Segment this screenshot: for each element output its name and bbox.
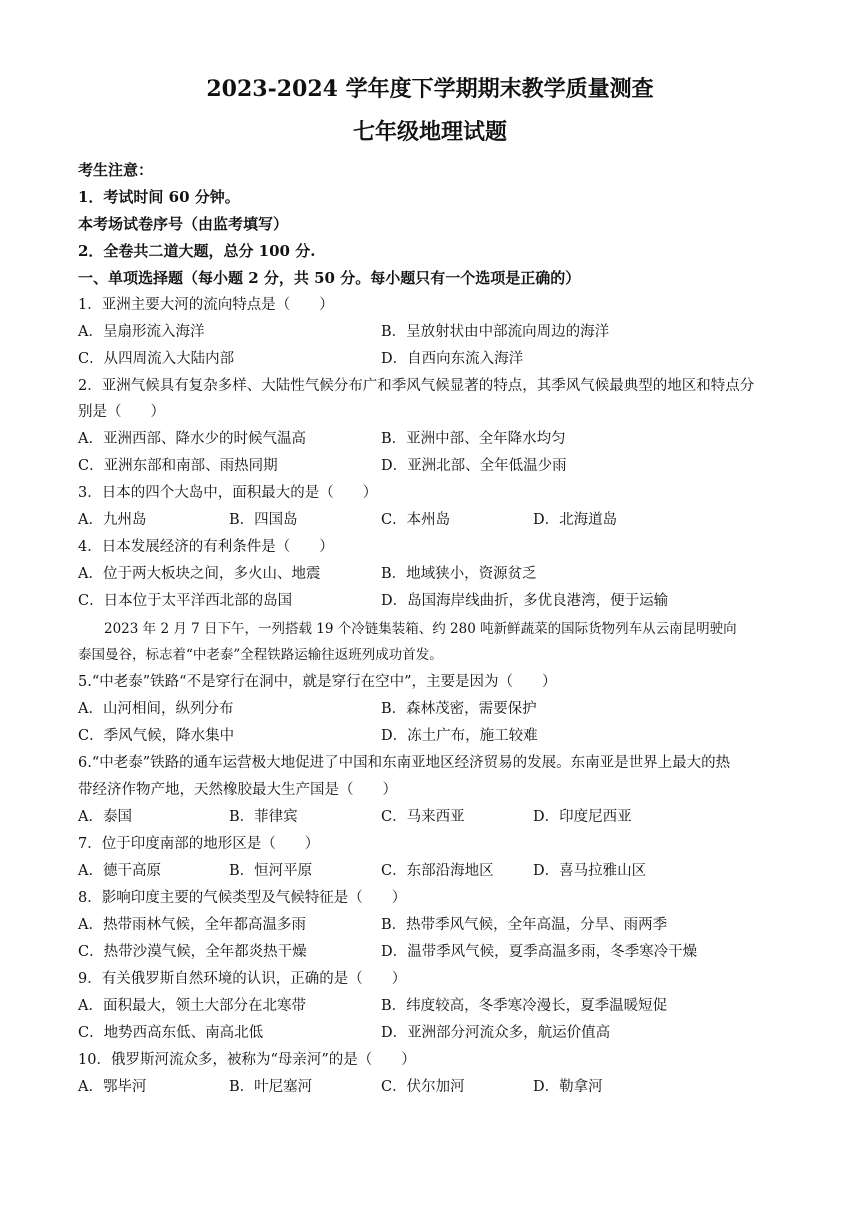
notice-heading: 考生注意： bbox=[78, 161, 154, 179]
option-a: A．热带雨林气候，全年都高温多雨 bbox=[78, 917, 306, 933]
option-b: B．菲律宾 bbox=[229, 809, 298, 825]
question-stem: 3．日本的四个大岛中，面积最大的是（ ） bbox=[78, 485, 378, 501]
option-d: D．勒拿河 bbox=[533, 1079, 603, 1095]
option-d: D．北海道岛 bbox=[533, 512, 618, 528]
question-stem-cont: 带经济作物产地，天然橡胶最大生产国是（ ） bbox=[78, 782, 397, 798]
section-heading: 一、单项选择题（每小题 2 分，共 50 分。每小题只有一个选项是正确的） bbox=[78, 269, 581, 287]
option-c: C．地势西高东低、南高北低 bbox=[78, 1025, 264, 1041]
question-stem: 2．亚洲气候具有复杂多样、大陆性气候分布广和季风气候显著的特点，其季风气候最典型的地区和特点分 bbox=[78, 378, 755, 394]
option-c: C．东部沿海地区 bbox=[381, 863, 494, 879]
reading-passage: 2023 年 2 月 7 日下午，一列搭载 19 个冷链集装箱、约 280 吨新鲜蔬菜的国际货物列车从云南昆明驶向 bbox=[104, 621, 737, 637]
option-c: C．热带沙漠气候，全年都炎热干燥 bbox=[78, 944, 307, 960]
question-stem: 7．位于印度南部的地形区是（ ） bbox=[78, 836, 320, 852]
option-d: D．温带季风气候，夏季高温多雨，冬季寒冷干燥 bbox=[381, 944, 698, 960]
option-d: D．喜马拉雅山区 bbox=[533, 863, 647, 879]
option-c: C．日本位于太平洋西北部的岛国 bbox=[78, 593, 293, 609]
option-b: B．叶尼塞河 bbox=[229, 1079, 313, 1095]
option-b: B．热带季风气候，全年高温，分旱、雨两季 bbox=[381, 917, 668, 933]
option-d: D．自西向东流入海洋 bbox=[381, 351, 524, 367]
option-b: B．亚洲中部、全年降水均匀 bbox=[381, 431, 566, 447]
option-a: A．鄂毕河 bbox=[78, 1079, 147, 1095]
question-stem: 1．亚洲主要大河的流向特点是（ ） bbox=[78, 297, 334, 313]
option-b: B．呈放射状由中部流向周边的海洋 bbox=[381, 324, 610, 340]
option-d: D．亚洲部分河流众多，航运价值高 bbox=[381, 1025, 611, 1041]
question-stem: 8．影响印度主要的气候类型及气候特征是（ ） bbox=[78, 890, 407, 906]
question-stem: 4．日本发展经济的有利条件是（ ） bbox=[78, 539, 334, 555]
notice-line-2: 本考场试卷序号（由监考填写） bbox=[78, 215, 289, 233]
option-b: B．纬度较高，冬季寒冷漫长，夏季温暖短促 bbox=[381, 998, 668, 1014]
question-stem: 5.“中老泰”铁路“不是穿行在洞中，就是穿行在空中”，主要是因为（ ） bbox=[78, 674, 557, 690]
option-b: B．四国岛 bbox=[229, 512, 298, 528]
option-a: A．泰国 bbox=[78, 809, 132, 825]
option-b: B．地域狭小，资源贫乏 bbox=[381, 566, 537, 582]
notice-line-3: 2．全卷共二道大题，总分 100 分. bbox=[78, 242, 316, 260]
option-c: C．伏尔加河 bbox=[381, 1079, 465, 1095]
option-c: C．从四周流入大陆内部 bbox=[78, 351, 235, 367]
option-a: A．九州岛 bbox=[78, 512, 147, 528]
option-d: D．岛国海岸线曲折，多优良港湾，便于运输 bbox=[381, 593, 669, 609]
question-stem: 6.“中老泰”铁路的通车运营极大地促进了中国和东南亚地区经济贸易的发展。东南亚是世界上最大的热 bbox=[78, 755, 731, 771]
option-a: A．山河相间，纵列分布 bbox=[78, 701, 234, 717]
option-c: C．马来西亚 bbox=[381, 809, 465, 825]
option-c: C．亚洲东部和南部、雨热同期 bbox=[78, 458, 278, 474]
question-stem: 9．有关俄罗斯自然环境的认识，正确的是（ ） bbox=[78, 971, 407, 987]
question-stem: 10．俄罗斯河流众多，被称为“母亲河”的是（ ） bbox=[78, 1052, 416, 1068]
option-b: B．森林茂密，需要保护 bbox=[381, 701, 537, 717]
reading-passage-cont: 泰国曼谷，标志着“中老泰”全程铁路运输往返班列成功首发。 bbox=[78, 647, 443, 663]
option-d: D．印度尼西亚 bbox=[533, 809, 632, 825]
option-d: D．冻土广布，施工较难 bbox=[381, 728, 538, 744]
option-b: B．恒河平原 bbox=[229, 863, 313, 879]
option-a: A．亚洲西部、降水少的时候气温高 bbox=[78, 431, 306, 447]
option-a: A．呈扇形流入海洋 bbox=[78, 324, 205, 340]
option-a: A．面积最大，领土大部分在北寒带 bbox=[78, 998, 306, 1014]
option-a: A．位于两大板块之间，多火山、地震 bbox=[78, 566, 321, 582]
exam-title: 2023-2024 学年度下学期期末教学质量测查 bbox=[206, 76, 654, 102]
exam-subtitle: 七年级地理试题 bbox=[352, 119, 507, 145]
question-stem-cont: 别是（ ） bbox=[78, 404, 165, 420]
notice-line-1: 1．考试时间 60 分钟。 bbox=[78, 188, 240, 206]
option-c: C．季风气候，降水集中 bbox=[78, 728, 235, 744]
option-c: C．本州岛 bbox=[381, 512, 451, 528]
option-d: D．亚洲北部、全年低温少雨 bbox=[381, 458, 567, 474]
option-a: A．德干高原 bbox=[78, 863, 161, 879]
